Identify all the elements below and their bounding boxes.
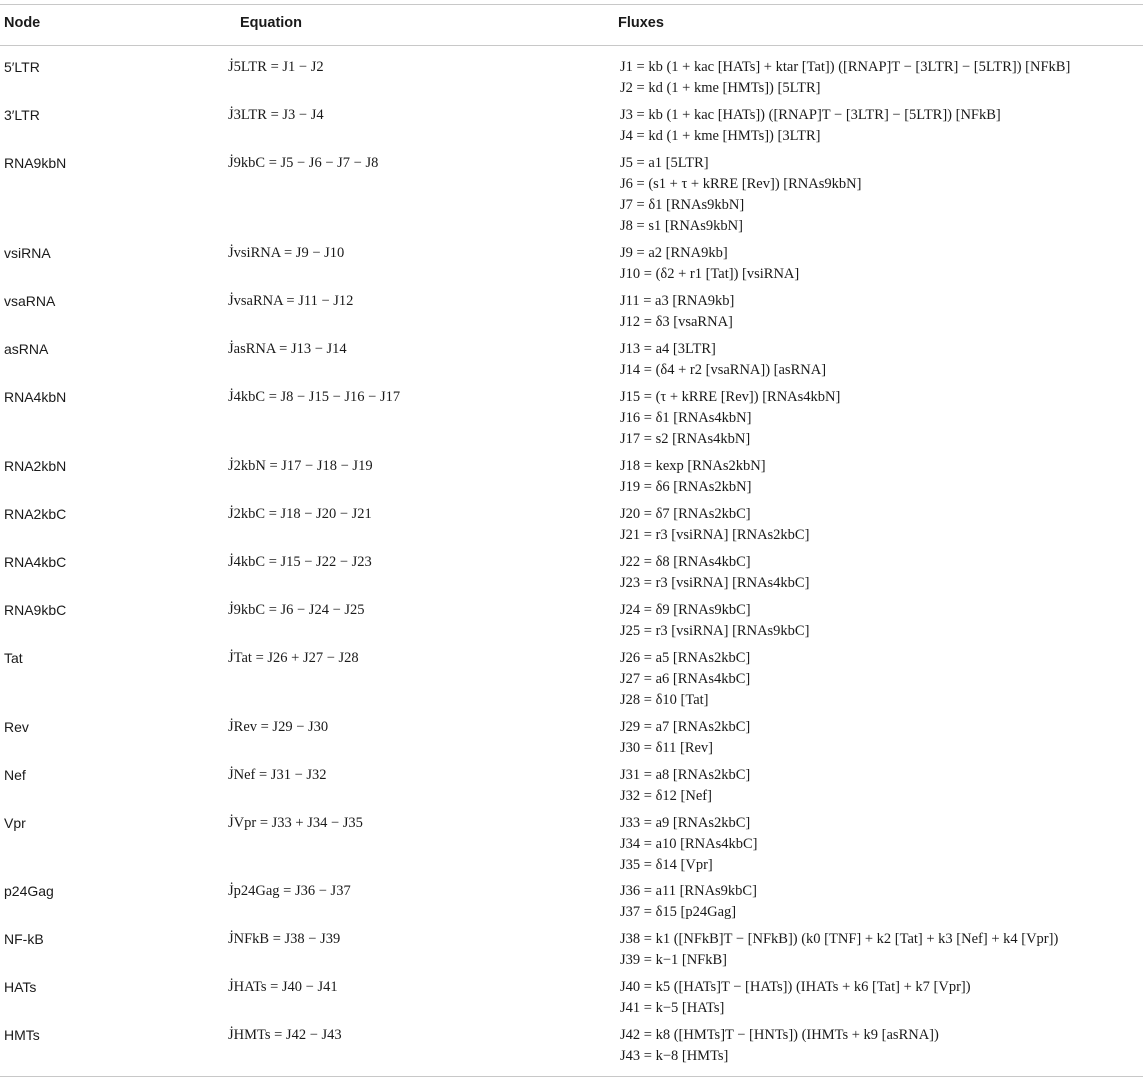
equation-cell: J̇Vpr = J33 + J34 − J35 bbox=[228, 815, 363, 831]
flux-line: J3 = kb (1 + kac [HATs]) ([RNAP]T − [3LTR] − [5LTR]) [NFkB] bbox=[620, 107, 1001, 123]
equation-cell: J̇4kbC = J15 − J22 − J23 bbox=[228, 554, 372, 570]
flux-line: J37 = δ15 [p24Gag] bbox=[620, 904, 737, 920]
equation-cell: J̇3LTR = J3 − J4 bbox=[228, 107, 324, 123]
node-cell: RNA9kbC bbox=[4, 602, 67, 618]
node-cell: HMTs bbox=[4, 1027, 40, 1043]
equation-cell: J̇vsaRNA = J11 − J12 bbox=[228, 293, 354, 309]
flux-line: J25 = r3 [vsiRNA] [RNAs9kbC] bbox=[620, 623, 810, 639]
flux-line: J29 = a7 [RNAs2kbC] bbox=[620, 719, 751, 735]
flux-line: J30 = δ11 [Rev] bbox=[620, 740, 714, 756]
flux-line: J28 = δ10 [Tat] bbox=[620, 692, 709, 708]
flux-line: J43 = k−8 [HMTs] bbox=[620, 1048, 729, 1064]
equation-cell: J̇4kbC = J8 − J15 − J16 − J17 bbox=[228, 389, 401, 405]
node-cell: 3′LTR bbox=[4, 107, 40, 123]
equation-cell: J̇2kbN = J17 − J18 − J19 bbox=[228, 458, 373, 474]
equation-cell: J̇9kbC = J5 − J6 − J7 − J8 bbox=[228, 155, 379, 171]
node-cell: vsaRNA bbox=[4, 293, 56, 309]
fluxes-cell bbox=[620, 977, 971, 1019]
flux-line: J18 = kexp [RNAs2kbN] bbox=[620, 458, 766, 474]
fluxes-cell bbox=[620, 243, 799, 285]
node-cell: RNA4kbN bbox=[4, 389, 67, 405]
fluxes-cell bbox=[620, 813, 757, 876]
node-cell: RNA2kbC bbox=[4, 506, 67, 522]
flux-line: J2 = kd (1 + kme [HMTs]) [5LTR] bbox=[620, 80, 821, 96]
node-cell: Tat bbox=[4, 650, 23, 666]
flux-line: J34 = a10 [RNAs4kbC] bbox=[620, 836, 758, 852]
flux-line: J27 = a6 [RNAs4kbC] bbox=[620, 671, 751, 687]
flux-line: J7 = δ1 [RNAs9kbN] bbox=[620, 197, 745, 213]
fluxes-cell bbox=[620, 504, 809, 546]
node-cell: Rev bbox=[4, 719, 29, 735]
node-cell: RNA2kbN bbox=[4, 458, 67, 474]
flux-line: J17 = s2 [RNAs4kbN] bbox=[620, 431, 751, 447]
flux-line: J36 = a11 [RNAs9kbC] bbox=[620, 883, 757, 899]
flux-line: J39 = k−1 [NFkB] bbox=[620, 952, 727, 968]
fluxes-cell bbox=[620, 881, 757, 923]
flux-line: J11 = a3 [RNA9kb] bbox=[620, 293, 735, 309]
node-cell: 5′LTR bbox=[4, 59, 40, 75]
fluxes-cell bbox=[620, 456, 766, 498]
fluxes-cell bbox=[620, 105, 1001, 147]
fluxes-cell bbox=[620, 648, 750, 711]
flux-line: J24 = δ9 [RNAs9kbC] bbox=[620, 602, 751, 618]
flux-line: J41 = k−5 [HATs] bbox=[620, 1000, 725, 1016]
flux-line: J20 = δ7 [RNAs2kbC] bbox=[620, 506, 751, 522]
node-cell: NF-kB bbox=[4, 931, 44, 947]
flux-line: J35 = δ14 [Vpr] bbox=[620, 857, 713, 873]
node-cell: asRNA bbox=[4, 341, 49, 357]
flux-line: J6 = (s1 + τ + kRRE [Rev]) [RNAs9kbN] bbox=[620, 176, 862, 192]
flux-line: J23 = r3 [vsiRNA] [RNAs4kbC] bbox=[620, 575, 810, 591]
header-fluxes: Fluxes bbox=[618, 15, 664, 31]
flux-line: J19 = δ6 [RNAs2kbN] bbox=[620, 479, 752, 495]
fluxes-cell bbox=[620, 1025, 939, 1067]
table-bottom-rule bbox=[0, 1076, 1143, 1077]
node-cell: vsiRNA bbox=[4, 245, 51, 261]
equation-cell: J̇5LTR = J1 − J2 bbox=[228, 59, 324, 75]
node-cell: Vpr bbox=[4, 815, 26, 831]
flux-line: J40 = k5 ([HATs]T − [HATs]) (IHATs + k6 [Tat] + k7 [Vpr]) bbox=[620, 979, 971, 995]
flux-line: J1 = kb (1 + kac [HATs] + ktar [Tat]) ([RNAP]T − [3LTR] − [5LTR]) [NFkB] bbox=[620, 59, 1071, 75]
flux-line: J15 = (τ + kRRE [Rev]) [RNAs4kbN] bbox=[620, 389, 841, 405]
flux-line: J10 = (δ2 + r1 [Tat]) [vsiRNA] bbox=[620, 266, 800, 282]
fluxes-cell bbox=[620, 552, 809, 594]
equation-cell: J̇asRNA = J13 − J14 bbox=[228, 341, 347, 357]
node-cell: RNA9kbN bbox=[4, 155, 67, 171]
table-top-rule bbox=[0, 4, 1143, 5]
equation-cell: J̇Rev = J29 − J30 bbox=[228, 719, 329, 735]
fluxes-cell bbox=[620, 717, 750, 759]
flux-line: J22 = δ8 [RNAs4kbC] bbox=[620, 554, 751, 570]
header-equation: Equation bbox=[240, 15, 303, 31]
flux-line: J33 = a9 [RNAs2kbC] bbox=[620, 815, 751, 831]
flux-line: J12 = δ3 [vsaRNA] bbox=[620, 314, 733, 330]
header-node: Node bbox=[4, 15, 41, 31]
equation-cell: J̇NFkB = J38 − J39 bbox=[228, 931, 341, 947]
node-cell: Nef bbox=[4, 767, 26, 783]
flux-line: J32 = δ12 [Nef] bbox=[620, 788, 712, 804]
flux-line: J4 = kd (1 + kme [HMTs]) [3LTR] bbox=[620, 128, 821, 144]
flux-line: J13 = a4 [3LTR] bbox=[620, 341, 716, 357]
flux-line: J16 = δ1 [RNAs4kbN] bbox=[620, 410, 752, 426]
fluxes-cell bbox=[620, 929, 1058, 971]
equation-cell: J̇p24Gag = J36 − J37 bbox=[228, 883, 351, 899]
flux-line: J26 = a5 [RNAs2kbC] bbox=[620, 650, 751, 666]
equation-cell: J̇Nef = J31 − J32 bbox=[228, 767, 327, 783]
fluxes-cell bbox=[620, 291, 734, 333]
flux-line: J5 = a1 [5LTR] bbox=[620, 155, 709, 171]
flux-line: J9 = a2 [RNA9kb] bbox=[620, 245, 728, 261]
fluxes-cell bbox=[620, 387, 840, 450]
node-cell: p24Gag bbox=[4, 883, 54, 899]
equation-cell: J̇Tat = J26 + J27 − J28 bbox=[228, 650, 359, 666]
flux-line: J21 = r3 [vsiRNA] [RNAs2kbC] bbox=[620, 527, 810, 543]
equation-cell: J̇vsiRNA = J9 − J10 bbox=[228, 245, 345, 261]
equation-cell: J̇HMTs = J42 − J43 bbox=[228, 1027, 342, 1043]
node-cell: RNA4kbC bbox=[4, 554, 67, 570]
fluxes-cell bbox=[620, 765, 750, 807]
fluxes-cell bbox=[620, 57, 1070, 99]
equation-cell: J̇9kbC = J6 − J24 − J25 bbox=[228, 602, 365, 618]
fluxes-cell bbox=[620, 153, 861, 237]
header-rule bbox=[0, 45, 1143, 46]
flux-line: J42 = k8 ([HMTs]T − [HNTs]) (IHMTs + k9 [asRNA]) bbox=[620, 1027, 939, 1043]
flux-line: J31 = a8 [RNAs2kbC] bbox=[620, 767, 751, 783]
equation-cell: J̇2kbC = J18 − J20 − J21 bbox=[228, 506, 372, 522]
fluxes-cell bbox=[620, 339, 826, 381]
fluxes-cell bbox=[620, 600, 809, 642]
flux-line: J8 = s1 [RNAs9kbN] bbox=[620, 218, 743, 234]
flux-line: J38 = k1 ([NFkB]T − [NFkB]) (k0 [TNF] + k2 [Tat] + k3 [Nef] + k4 [Vpr]) bbox=[620, 931, 1059, 947]
node-cell: HATs bbox=[4, 979, 37, 995]
flux-line: J14 = (δ4 + r2 [vsaRNA]) [asRNA] bbox=[620, 362, 827, 378]
equation-cell: J̇HATs = J40 − J41 bbox=[228, 979, 338, 995]
